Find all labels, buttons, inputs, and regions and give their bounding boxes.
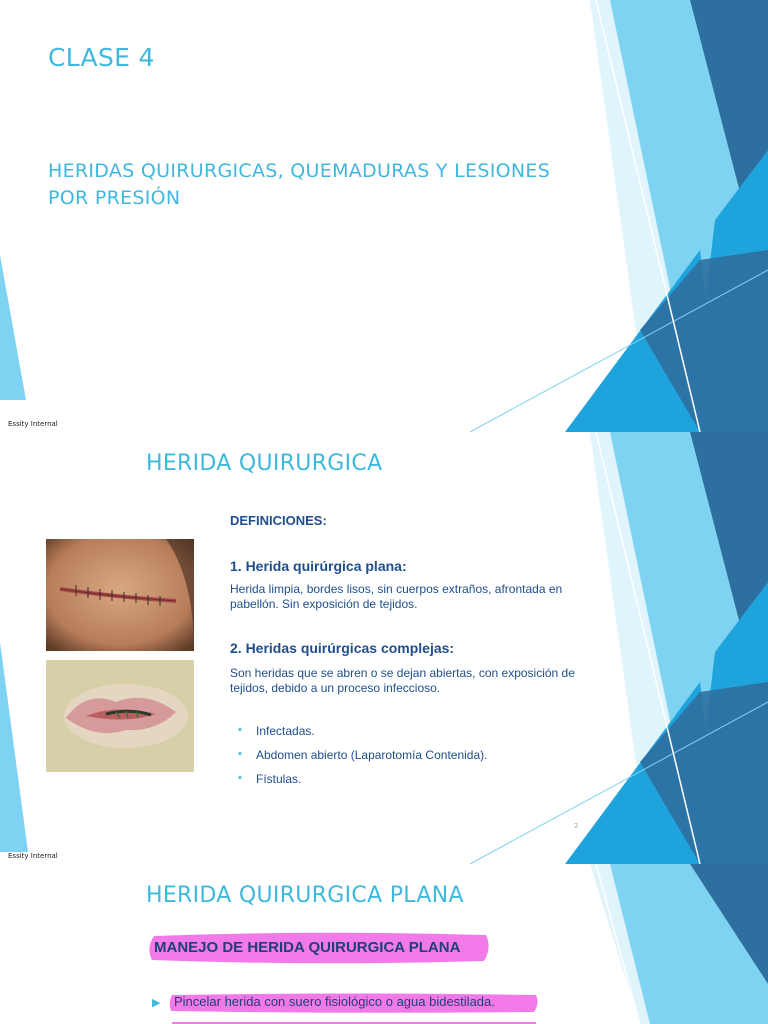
item-1-text-line-2: pabellón. Sin exposición de tejidos. <box>230 597 418 611</box>
slide-title: CLASE 4 <box>48 43 155 72</box>
bullet-icon: • <box>238 724 242 736</box>
footer-label: Essity Internal <box>8 852 58 860</box>
item-2-text-line-2: tejidos, debido a un proceso infeccioso. <box>230 681 441 695</box>
item-2-text-line-1: Son heridas que se abren o se dejan abiertas, con exposición de <box>230 666 575 680</box>
slide-subtitle-line-2: POR PRESIÓN <box>48 187 181 209</box>
item-1-heading: 1. Herida quirúrgica plana: <box>230 558 407 574</box>
arrow-bullet-icon: ▶ <box>152 996 161 1009</box>
slide-1 <box>0 0 768 432</box>
item-1-text-line-1: Herida limpia, bordes lisos, sin cuerpos extraños, afrontada en <box>230 582 563 596</box>
slide-title: HERIDA QUIRURGICA <box>146 451 383 476</box>
footer-label: Essity Internal <box>8 420 58 428</box>
definitions-heading: DEFINICIONES: <box>230 513 327 528</box>
list-item-text: Abdomen abierto (Laparotomía Contenida). <box>256 748 488 762</box>
step-1-text: Pincelar herida con suero fisiológico o agua bidestilada. <box>174 994 495 1009</box>
flat-wound-image <box>46 539 194 651</box>
slide-3 <box>0 864 768 1024</box>
list-item-text: Fístulas. <box>256 772 302 786</box>
flat-wound-photo <box>46 539 194 651</box>
list-item <box>238 724 487 748</box>
bullet-icon: • <box>238 748 242 760</box>
slide-subtitle-line-1: HERIDAS QUIRURGICAS, QUEMADURAS Y LESIONES <box>48 160 551 182</box>
slide-title: HERIDA QUIRURGICA PLANA <box>146 883 464 908</box>
management-heading: MANEJO DE HERIDA QUIRURGICA PLANA <box>154 939 461 956</box>
next-step-highlight <box>168 1020 540 1024</box>
item-2-heading: 2. Heridas quirúrgicas complejas: <box>230 640 455 656</box>
page-number: 2 <box>574 822 579 830</box>
complex-wound-image <box>46 660 194 772</box>
slide-2 <box>0 432 768 864</box>
list-item <box>238 748 488 772</box>
complex-wound-photo <box>46 660 194 772</box>
list-item-text: Infectadas. <box>256 724 315 738</box>
wound-types-list <box>238 724 488 796</box>
list-item <box>238 772 487 796</box>
bullet-icon: • <box>238 772 242 784</box>
